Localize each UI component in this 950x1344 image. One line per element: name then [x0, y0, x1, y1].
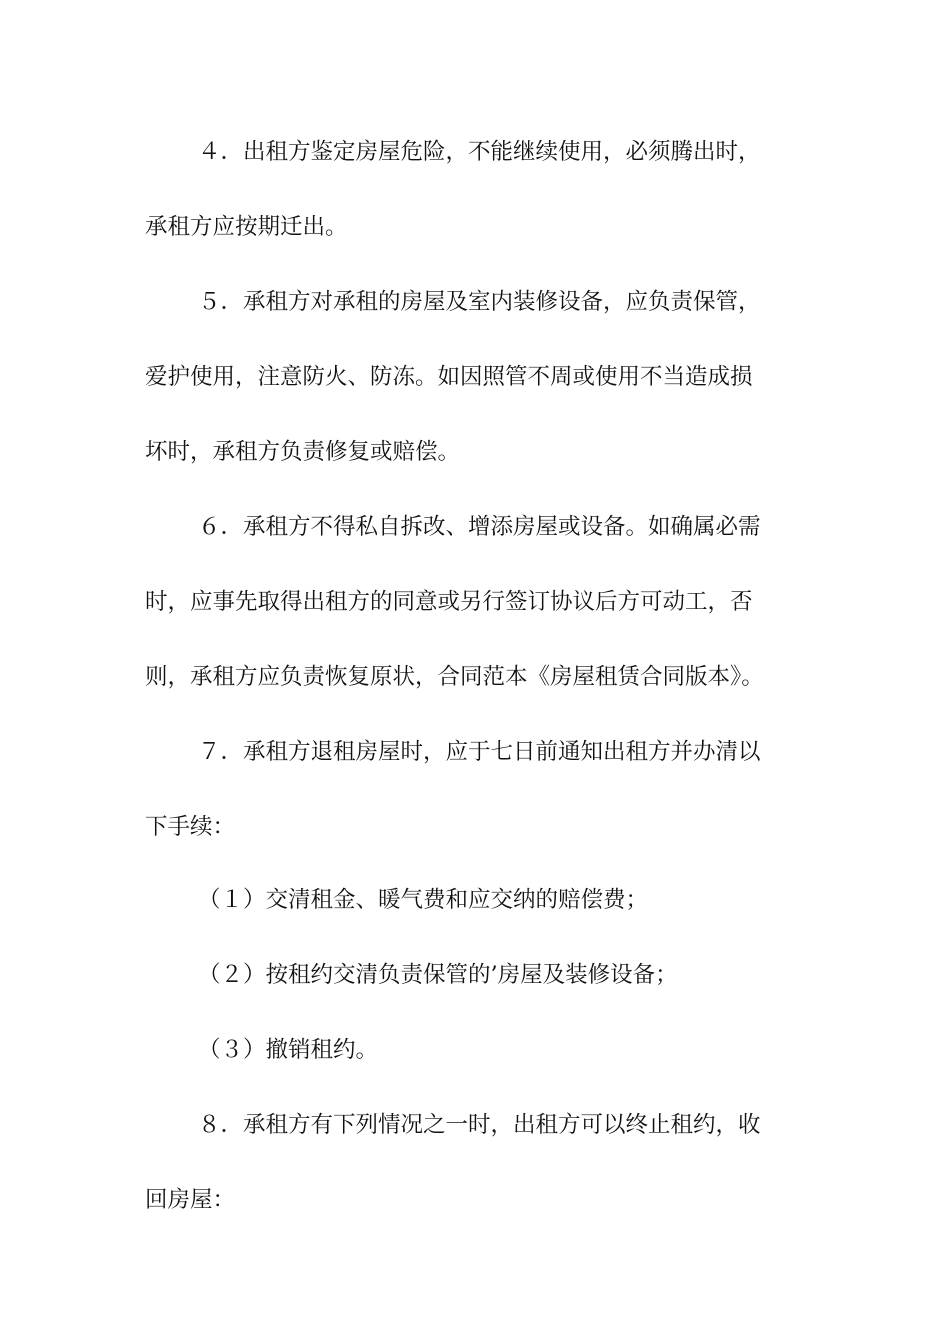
clause-4-line-1: ４．出租方鉴定房屋危险，不能继续使用，必须腾出时，: [198, 139, 761, 165]
clause-6-line-1: ６．承租方不得私自拆改、增添房屋或设备。如确属必需: [198, 514, 761, 540]
clause-5-line-1: ５．承租方对承租的房屋及室内装修设备，应负责保管，: [198, 289, 761, 315]
clause-7-line-1: ７．承租方退租房屋时，应于七日前通知出租方并办清以: [198, 739, 761, 765]
clause-6-line-2: 时，应事先取得出租方的同意或另行签订协议后方可动工，否: [145, 589, 753, 615]
clause-8-line-2: 回房屋：: [145, 1187, 236, 1213]
clause-7-item-1: （１）交清租金、暖气费和应交纳的赔偿费；: [198, 887, 649, 913]
clause-7-item-3: （３）撤销租约。: [198, 1037, 379, 1063]
clause-7-line-2: 下手续：: [145, 814, 236, 840]
clause-4-line-2: 承租方应按期迁出。: [145, 214, 348, 240]
clause-8-line-1: ８．承租方有下列情况之一时，出租方可以终止租约，收: [198, 1112, 761, 1138]
clause-5-line-3: 坏时，承租方负责修复或赔偿。: [145, 439, 461, 465]
clause-6-line-3: 则，承租方应负责恢复原状，合同范本《房屋租赁合同版本》。: [145, 664, 764, 690]
clause-7-item-2: （２）按租约交清负责保管的’房屋及装修设备；: [198, 962, 678, 988]
clause-5-line-2: 爱护使用，注意防火、防冻。如因照管不周或使用不当造成损: [145, 364, 753, 390]
